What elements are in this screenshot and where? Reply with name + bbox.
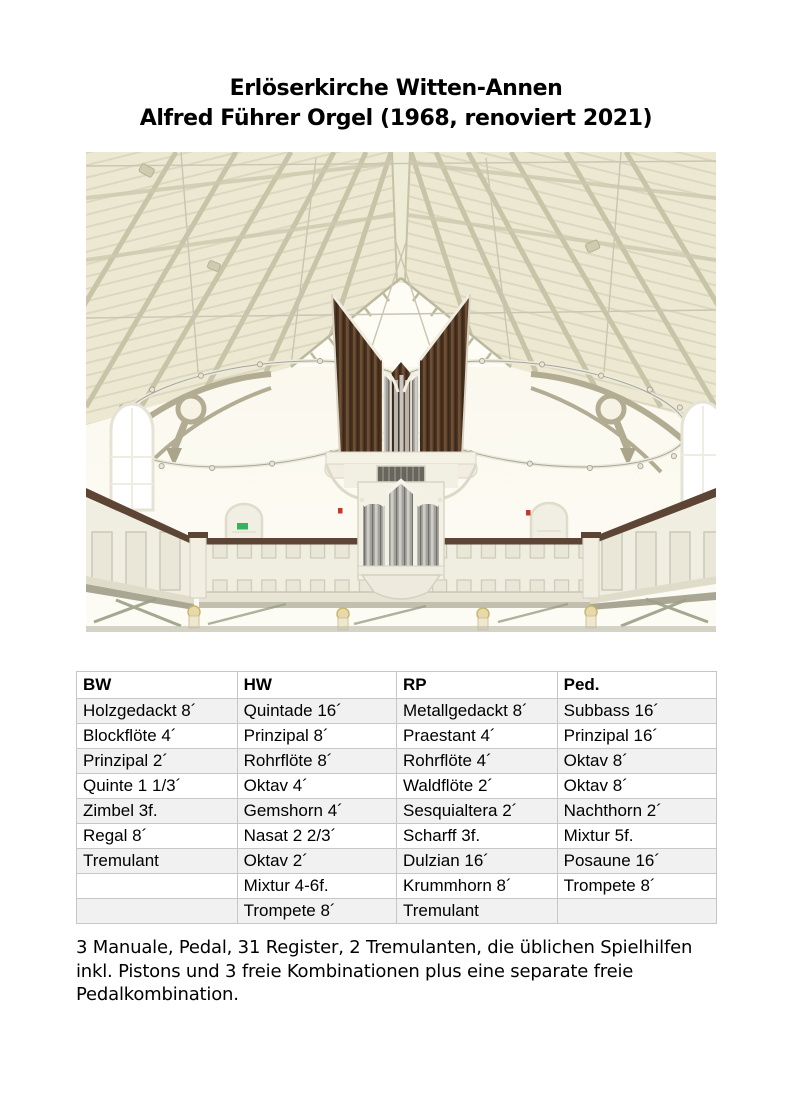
door-right: [531, 503, 567, 542]
stop-cell: Regal 8´: [77, 824, 238, 849]
summary-line-3: Pedalkombination.: [76, 984, 239, 1005]
stop-cell: Quintade 16´: [237, 699, 396, 724]
organ-photo: [86, 152, 716, 632]
summary-paragraph: [76, 936, 740, 1007]
table-row: [77, 799, 717, 824]
table-row: [77, 774, 717, 799]
stop-cell: Dulzian 16´: [396, 849, 557, 874]
stop-cell: Mixtur 4-6f.: [237, 874, 396, 899]
balcony-post-right: [583, 534, 599, 598]
stop-cell: Nasat 2 2/3´: [237, 824, 396, 849]
stop-cell: Krummhorn 8´: [396, 874, 557, 899]
stop-cell: Waldflöte 2´: [396, 774, 557, 799]
stop-cell: Scharff 3f.: [396, 824, 557, 849]
stop-cell: Posaune 16´: [557, 849, 716, 874]
stop-cell: Oktav 8´: [557, 749, 716, 774]
title-line-2: Alfred Führer Orgel (1968, renoviert 2021): [139, 106, 653, 131]
stop-cell: Rohrflöte 8´: [237, 749, 396, 774]
organ-photo-illustration: [86, 152, 716, 632]
column-header-hw: HW: [237, 672, 396, 699]
stop-cell: Tremulant: [396, 899, 557, 924]
stop-cell: [77, 899, 238, 924]
table-row: [77, 849, 717, 874]
stop-cell: Rohrflöte 4´: [396, 749, 557, 774]
stop-cell: Oktav 2´: [237, 849, 396, 874]
stop-cell: [557, 899, 716, 924]
stop-cell: Oktav 8´: [557, 774, 716, 799]
column-header-bw: BW: [77, 672, 238, 699]
stop-cell: Trompete 8´: [237, 899, 396, 924]
stop-cell: Praestant 4´: [396, 724, 557, 749]
stop-cell: Prinzipal 2´: [77, 749, 238, 774]
summary-line-1: 3 Manuale, Pedal, 31 Register, 2 Tremulanten, die üblichen Spielhilfen: [76, 937, 693, 958]
table-row: [77, 824, 717, 849]
stop-cell: Sesquialtera 2´: [396, 799, 557, 824]
stop-cell: Gemshorn 4´: [237, 799, 396, 824]
table-row: [77, 899, 717, 924]
stop-cell: Nachthorn 2´: [557, 799, 716, 824]
table-row: [77, 724, 717, 749]
stop-cell: Mixtur 5f.: [557, 824, 716, 849]
balcony-post-left: [190, 534, 206, 598]
summary-line-2: inkl. Pistons und 3 freie Kombinationen plus eine separate freie: [76, 960, 634, 982]
title-line-1: Erlöserkirche Witten-Annen: [229, 76, 563, 101]
column-header-ped: Ped.: [557, 672, 716, 699]
stop-cell: [77, 874, 238, 899]
fire-sign-right: [526, 510, 531, 516]
document-title: [0, 74, 792, 134]
table-row: [77, 874, 717, 899]
disposition-table: [76, 671, 717, 924]
stop-cell: Quinte 1 1/3´: [77, 774, 238, 799]
column-header-rp: RP: [396, 672, 557, 699]
table-row: [77, 749, 717, 774]
table-header-row: [77, 672, 717, 699]
fire-sign-left: [338, 508, 343, 514]
door-left: [226, 504, 262, 543]
exit-sign: [237, 523, 248, 530]
stop-cell: Prinzipal 16´: [557, 724, 716, 749]
stop-cell: Metallgedackt 8´: [396, 699, 557, 724]
stop-cell: Prinzipal 8´: [237, 724, 396, 749]
stop-cell: Tremulant: [77, 849, 238, 874]
stop-cell: Zimbel 3f.: [77, 799, 238, 824]
rueckpositiv-case: [358, 481, 444, 599]
window-left: [111, 404, 153, 510]
stop-cell: Subbass 16´: [557, 699, 716, 724]
stop-cell: Holzgedackt 8´: [77, 699, 238, 724]
stop-cell: Blockflöte 4´: [77, 724, 238, 749]
stop-cell: Trompete 8´: [557, 874, 716, 899]
table-row: [77, 699, 717, 724]
stop-cell: Oktav 4´: [237, 774, 396, 799]
